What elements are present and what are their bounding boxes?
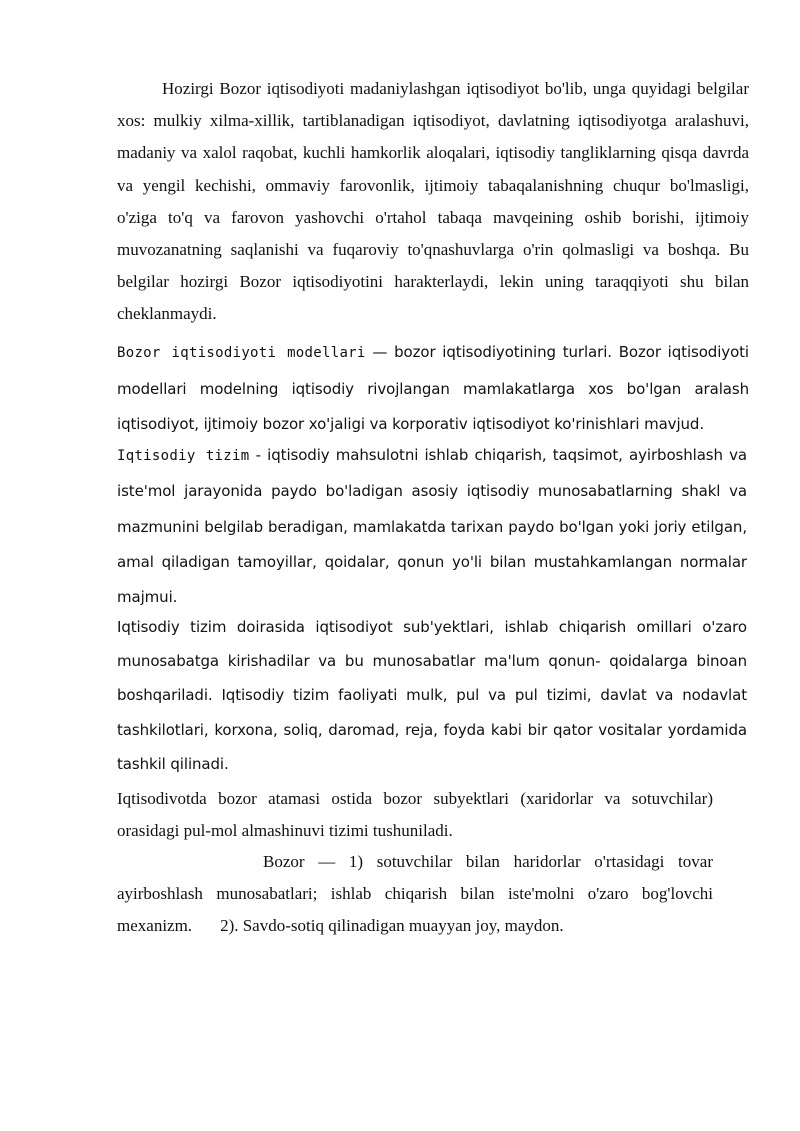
bozor-definition-line-1: Bozor — 1) sotuvchilar bilan haridorlar o'rtasidagi tovar xyxy=(263,852,713,871)
bozor-definition-item-2: 2). Savdo-sotiq qilinadigan muayyan joy, maydon. xyxy=(220,916,564,935)
paragraph-bozor-definition xyxy=(117,846,713,942)
definition-iqtisodiy-tizim: - iqtisodiy mahsulotni ishlab chiqarish, taqsimot, ayirboshlash va iste'mol jarayonida paydo bo'ladigan asosiy iqtisodiy munosabatlarning shakl va mazmunini belgilab beradigan, mamlakatda tarixan paydo bo'lgan yoki joriy etilgan, amal qiladigan tamoyillar, qoidalar, qonun yo'li bilan mustahkamlangan normalar majmui. xyxy=(117,446,747,607)
paragraph-iqtisodiy-tizim-doirasida: Iqtisodiy tizim doirasida iqtisodiyot sub'yektlari, ishlab chiqarish omillari o'zaro munosabatga kirishadilar va bu munosabatlar ma'lum qonun- qoidalarga binoan boshqariladi. Iqtisodiy tizim faoliyati mulk, pul va pul tizimi, davlat va nodavlat tashkilotlari, korxona, soliq, daromad, reja, foyda kabi bir qator vositalar yordamida tashkil qilinadi. xyxy=(117,618,747,773)
bozor-definition-line-2: ayirboshlash munosabatlari; ishlab chiqarish bilan iste'molni o'zaro bog'lovchi xyxy=(117,884,713,903)
paragraph-bozor-iqtisodiyoti-belgilari: Hozirgi Bozor iqtisodiyoti madaniylashgan iqtisodiyot bo'lib, unga quyidagi belgilar xos: mulkiy xilma-xillik, tartiblanadigan iqtisodiyot, davlatning iqtisodiyotga aralashuvi, madaniy va xalol raqobat, kuchli hamkorlik aloqalari, iqtisodiy tangliklarning qisqa davrda va yengil kechishi, ommaviy farovonlik, ijtimoiy tabaqalanishning chuqur bo'lmasligi, o'ziga to'q va farovon yashovchi o'rtahol tabaqa mavqeining oshib borishi, ijtimoiy muvozanatning saqlanishi va fuqaroviy to'qnashuvlarga o'rin qolmasligi va boshqa. Bu belgilar hozirgi Bozor iqtisodiyotini harakterlaydi, lekin uning taraqqiyoti shu bilan cheklanmaydi. xyxy=(117,79,749,324)
paragraph-iqtisodiy-tizim xyxy=(117,438,747,615)
definition-bozor-iqtisodiyoti-modellari: — bozor iqtisodiyotining turlari. Bozor iqtisodiyoti modellari modelning iqtisodiy rivojlangan mamlakatlarga xos bo'lgan aralash iqtisodiyot, ijtimoiy bozor xo'jaligi va korporativ iqtisodiyot ko'rinishlari mavjud. xyxy=(117,343,749,433)
paragraph-bozor-atamasi: Iqtisodivotda bozor atamasi ostida bozor subyektlari (xaridorlar va sotuvchilar) orasidagi pul-mol almashinuvi tizimi tushuniladi. xyxy=(117,789,713,840)
term-bozor-iqtisodiyoti-modellari: Bozor iqtisodiyoti modellari xyxy=(117,345,366,361)
paragraph-bozor-modellari xyxy=(117,335,749,443)
bozor-definition-line-3 xyxy=(117,910,713,942)
term-iqtisodiy-tizim: Iqtisodiy tizim xyxy=(117,448,250,464)
bozor-definition-mexanizm: mexanizm. xyxy=(117,916,193,935)
